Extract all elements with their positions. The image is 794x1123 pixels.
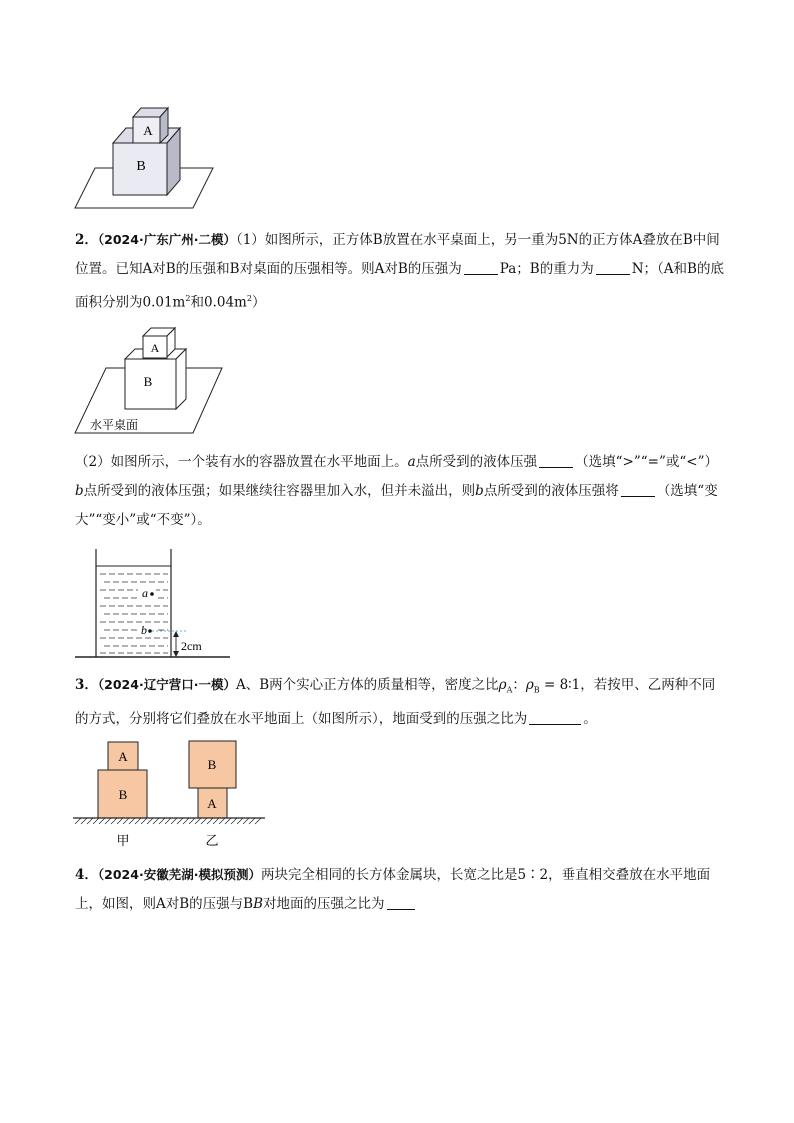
cube-a-label: A bbox=[143, 123, 153, 138]
ground bbox=[73, 818, 265, 824]
point-b bbox=[148, 629, 152, 633]
question-number: 3． bbox=[75, 677, 98, 693]
water-container bbox=[75, 549, 230, 657]
cube-b-label: B bbox=[136, 159, 146, 174]
depth-label: 2cm bbox=[181, 639, 202, 653]
svg-text:A: A bbox=[118, 749, 128, 764]
svg-text:A: A bbox=[207, 796, 217, 811]
question-3: 3．（2024·辽宁营口·一模）A、B两个实心正方体的质量相等，密度之比$\rho_A$：$\rho_B$ = 8∶1，若按甲、乙两种不同的方式，分别将它们叠放在水平地面上（如图所示），地面受到的压强之比为 。 bbox=[75, 677, 716, 727]
question-2-part-2: （2）如图所示，一个装有水的容器放置在水平地面上。a点所受到的液体压强 （选填“>”“=”或“<”）b点所受到的液体压强；如果继续往容器里加入水，但并未溢出，则b点所受到的液体压强将 （选填“变大”“变小”或“不变”）。 bbox=[75, 454, 719, 528]
answer-blank-ratio[interactable] bbox=[529, 709, 581, 725]
caption-jia: 甲 bbox=[116, 833, 130, 848]
question-source: （2024·辽宁营口·一模） bbox=[97, 677, 236, 692]
point-a bbox=[150, 592, 154, 596]
point-b-label: b bbox=[141, 623, 147, 637]
table-caption: 水平桌面 bbox=[90, 418, 139, 432]
question-number: 2． bbox=[75, 232, 98, 248]
stack-jia bbox=[98, 742, 147, 818]
question-2-part-1: 2．（2024·广东广州·二模）（1）如图所示，正方体B放置在水平桌面上，另一重为5N的正方体A叠放在B中间位置。已知A对B的压强和B对桌面的压强相等。则A对B的压强为 Pa；B的重力为 N；（A和B的底面积分别为$0.01m^2$和$0.04m^2$） bbox=[75, 232, 724, 311]
svg-text:B: B bbox=[207, 757, 217, 772]
question-source: （2024·广东广州·二模） bbox=[97, 232, 236, 247]
stack-yi bbox=[189, 741, 236, 818]
question-source: （2024·安徽芜湖·模拟预测） bbox=[97, 867, 261, 882]
answer-blank-compare[interactable] bbox=[539, 452, 573, 468]
block-a-label: A bbox=[150, 341, 160, 355]
caption-yi: 乙 bbox=[205, 833, 219, 848]
block-b-side bbox=[176, 349, 186, 409]
block-b-label: B bbox=[143, 374, 153, 389]
question-4: 4．（2024·安徽芜湖·模拟预测）两块完全相同的长方体金属块，长宽之比是5∶2，垂直相交叠放在水平地面上，如图，则A对B的压强与BB对地面的压强之比为 bbox=[75, 867, 711, 912]
answer-blank-weight[interactable] bbox=[596, 259, 630, 275]
answer-blank-pressure[interactable] bbox=[464, 259, 498, 275]
question-number: 4． bbox=[75, 867, 98, 883]
point-a-label: a bbox=[142, 586, 148, 600]
answer-blank-ratio[interactable] bbox=[387, 894, 415, 910]
svg-text:B: B bbox=[118, 787, 128, 802]
water-dashes bbox=[100, 574, 168, 653]
answer-blank-change[interactable] bbox=[621, 481, 655, 497]
